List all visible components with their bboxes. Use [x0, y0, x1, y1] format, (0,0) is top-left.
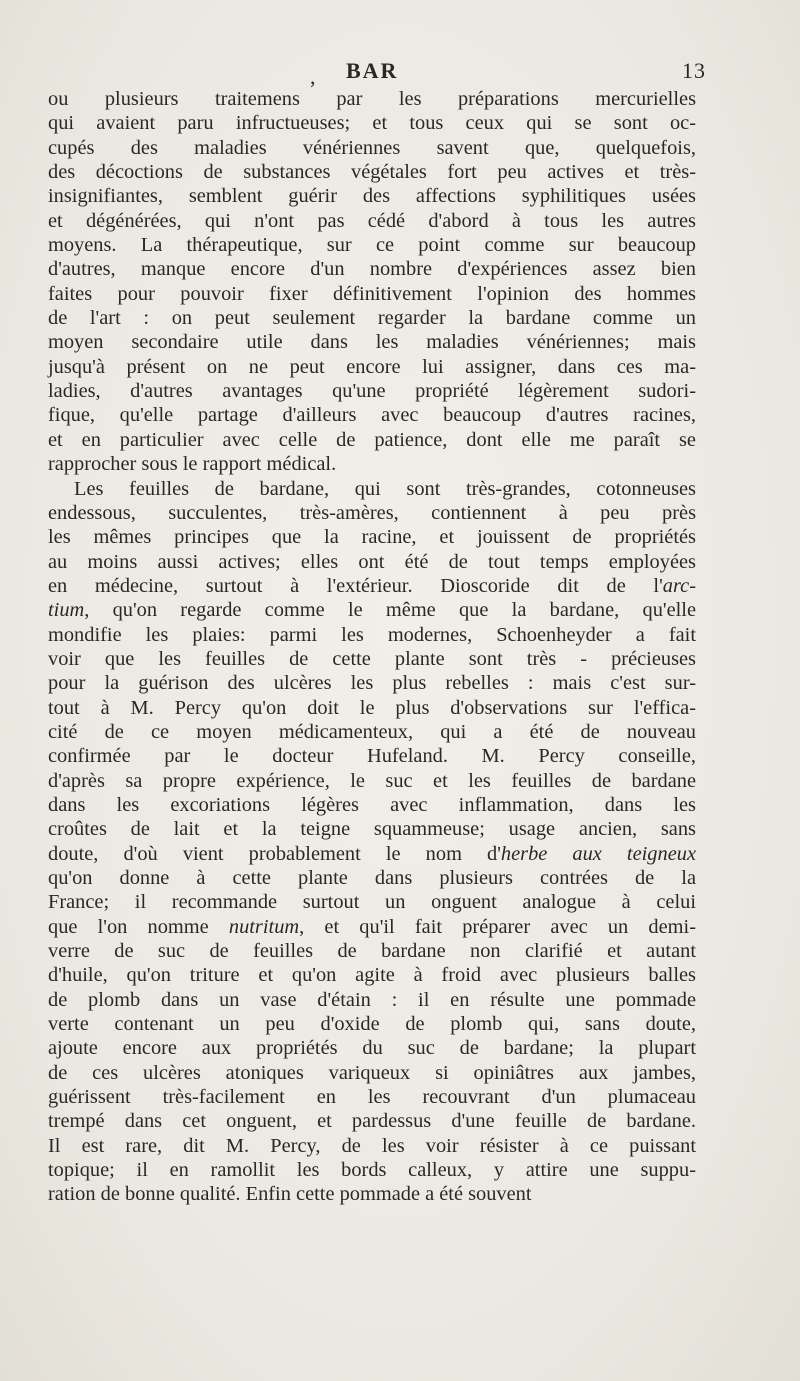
text-line: ladies, d'autres avantages qu'une propriété légèrement sudori- [48, 380, 696, 403]
text-line: ou plusieurs traitemens par les préparations mercurielles [48, 88, 696, 110]
italic-term: tium [48, 599, 85, 622]
text-line: que l'on nomme nutritum, et qu'il fait préparer avec un demi- [48, 915, 696, 938]
text-line: jusqu'à présent on ne peut encore lui assigner, dans ces ma- [48, 355, 696, 378]
text-line: ajoute encore aux propriétés du suc de bardane; la plupart [48, 1037, 696, 1060]
text-line: de ces ulcères atoniques variqueux si opiniâtres aux jambes, [48, 1061, 696, 1084]
text-line: moyens. La thérapeutique, sur ce point comme sur beaucoup [48, 234, 696, 257]
text-line: insignifiantes, semblent guérir des affections syphilitiques usées [48, 185, 696, 208]
text-line: au moins aussi actives; elles ont été de tout temps employées [48, 550, 696, 573]
text-line: endessous, succulentes, très-amères, contiennent à peu près [48, 501, 696, 524]
text-line: tium, qu'on regarde comme le même que la bardane, qu'elle [48, 599, 696, 622]
text-line: tout à M. Percy qu'on doit le plus d'observations sur l'effica- [48, 696, 696, 719]
text-line: confirmée par le docteur Hufeland. M. Percy conseille, [48, 745, 696, 768]
text-line: guérissent très-facilement en les recouvrant d'un plumaceau [48, 1086, 696, 1109]
text-line: fique, qu'elle partage d'ailleurs avec beaucoup d'autres racines, [48, 404, 696, 427]
text-line: et dégénérées, qui n'ont pas cédé d'abord à tous les autres [48, 209, 696, 232]
text-line: qu'on donne à cette plante dans plusieurs contrées de la [48, 867, 696, 889]
running-title: BAR [346, 58, 399, 83]
text-line: Les feuilles de bardane, qui sont très-grandes, cotonneuses [74, 477, 696, 500]
text-line: d'après sa propre expérience, le suc et les feuilles de bardane [48, 769, 696, 792]
text-line: et en particulier avec celle de patience, dont elle me paraît se [48, 428, 696, 451]
text-line: cité de ce moyen médicamenteux, qui a été de nouveau [48, 720, 696, 743]
italic-term: nutritum [228, 915, 300, 938]
text-line: trempé dans cet onguent, et pardessus d'une feuille de bardane. [48, 1110, 696, 1133]
running-header [48, 58, 706, 90]
text-line: Il est rare, dit M. Percy, de les voir résister à ce puissant [48, 1134, 696, 1157]
text-line: d'autres, manque encore d'un nombre d'expériences assez bien [48, 258, 696, 281]
text-line: doute, d'où vient probablement le nom d'herbe aux teigneux [48, 842, 696, 865]
text-line: ration de bonne qualité. Enfin cette pommade a été souvent [48, 1183, 532, 1206]
text-line: verre de suc de feuilles de bardane non clarifié et autant [48, 940, 696, 963]
text-line: pour la guérison des ulcères les plus rebelles : mais c'est sur- [48, 672, 696, 695]
italic-term: arc- [662, 574, 696, 597]
text-line: verte contenant un peu d'oxide de plomb qui, sans doute, [48, 1013, 696, 1036]
text-line: dans les excoriations légères avec inflammation, dans les [48, 793, 696, 816]
text-line: voir que les feuilles de cette plante sont très - précieuses [48, 647, 696, 670]
text-line: faites pour pouvoir fixer définitivement l'opinion des hommes [48, 282, 696, 305]
text-line: qui avaient paru infructueuses; et tous ceux qui se sont oc- [48, 112, 696, 135]
text-line: en médecine, surtout à l'extérieur. Dioscoride dit de l'arc- [48, 574, 696, 597]
header-mark: , [310, 64, 317, 89]
page-number: 13 [682, 58, 706, 83]
body-text [48, 87, 696, 1207]
text-line: de l'art : on peut seulement regarder la bardane comme un [48, 307, 696, 330]
text-line: France; il recommande surtout un onguent analogue à celui [48, 891, 696, 914]
text-line: cupés des maladies vénériennes savent que, quelquefois, [48, 136, 696, 159]
text-line: d'huile, qu'on triture et qu'on agite à froid avec plusieurs balles [48, 964, 696, 987]
text-line: topique; il en ramollit les bords calleux, y attire une suppu- [48, 1159, 696, 1182]
text-line: rapprocher sous le rapport médical. [48, 453, 337, 476]
text-line: mondifie les plaies: parmi les modernes, Schoenheyder a fait [48, 623, 696, 646]
text-line: moyen secondaire utile dans les maladies vénériennes; mais [48, 331, 696, 354]
text-line: croûtes de lait et la teigne squammeuse; usage ancien, sans [48, 818, 696, 841]
text-line: des décoctions de substances végétales fort peu actives et très- [48, 161, 696, 184]
text-line: de plomb dans un vase d'étain : il en résulte une pommade [48, 988, 696, 1011]
text-line: les mêmes principes que la racine, et jouissent de propriétés [48, 526, 696, 549]
italic-term: herbe aux teigneux [500, 842, 696, 865]
